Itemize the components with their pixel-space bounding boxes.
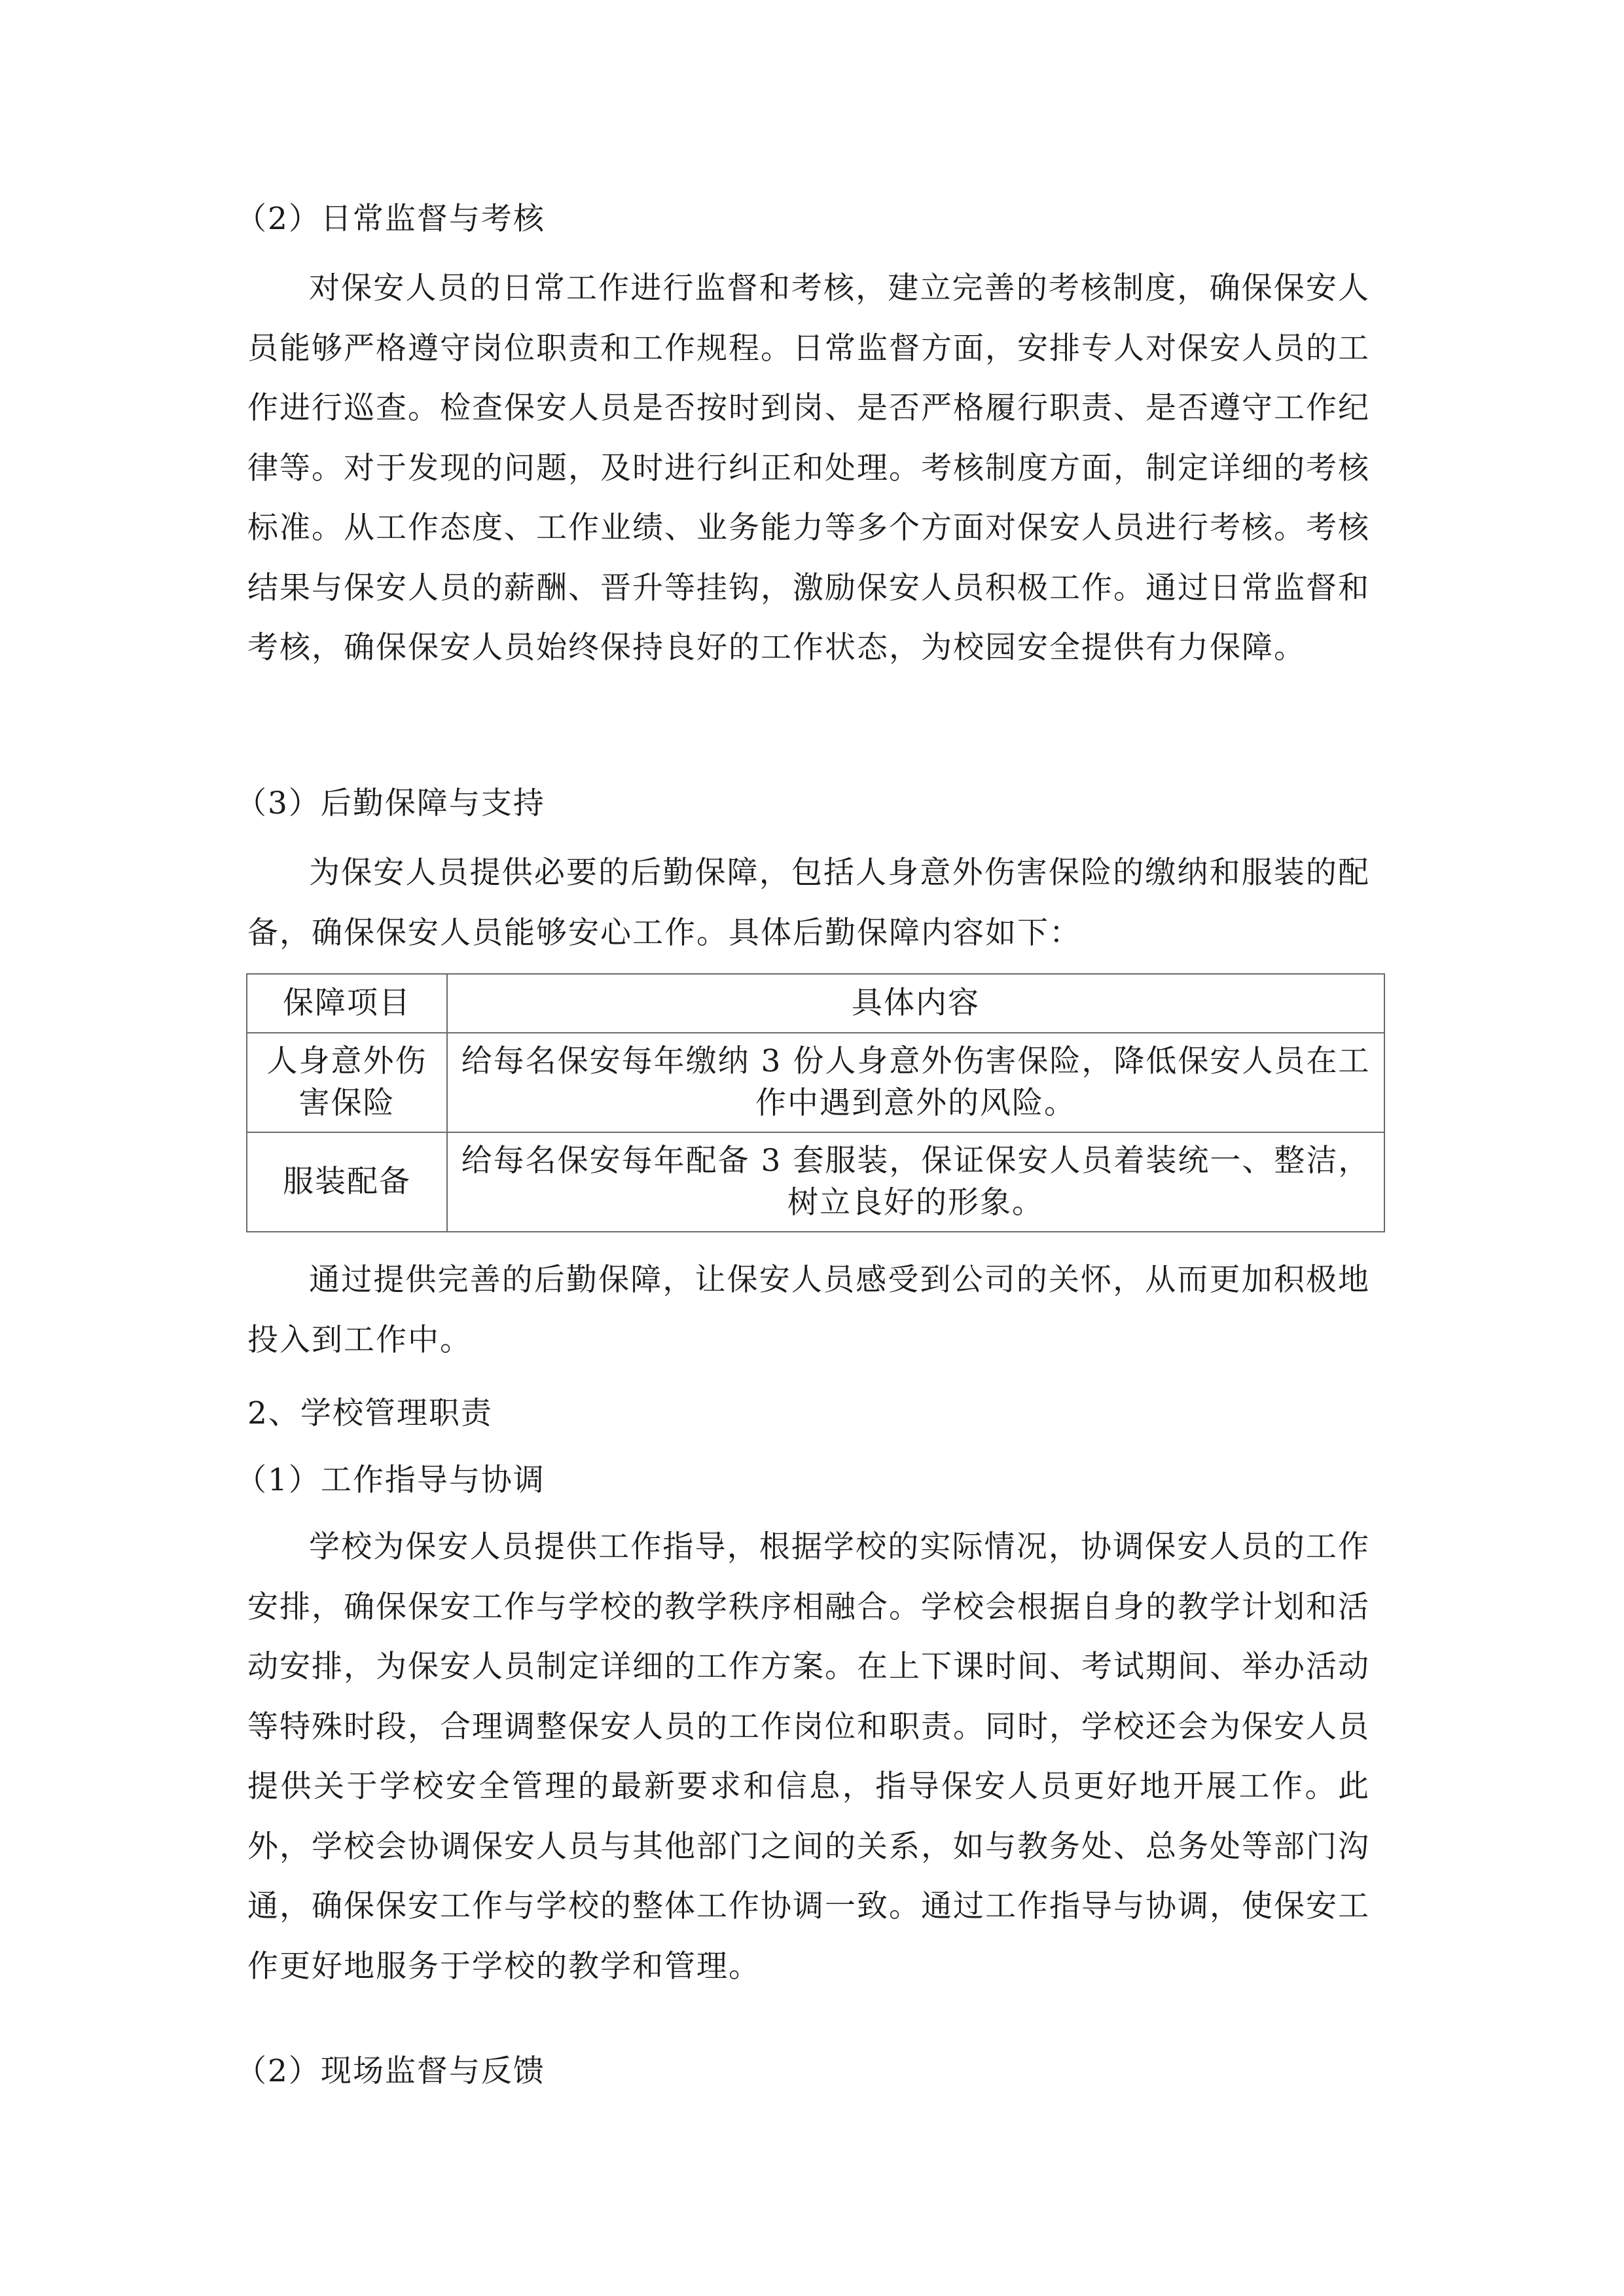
logistics-table [246, 973, 1385, 1232]
table-header-cell: 保障项目 [247, 974, 447, 1033]
table-cell: 给每名保安每年配备 3 套服装，保证保安人员着装统一、整洁，树立良好的形象。 [447, 1132, 1384, 1232]
table-row [247, 1132, 1384, 1232]
heading-guidance: （1）工作指导与协调 [236, 1462, 545, 1498]
table-cell: 人身意外伤害保险 [247, 1033, 447, 1132]
table-header-cell: 具体内容 [447, 974, 1384, 1033]
heading-school-duties: 2、学校管理职责 [247, 1395, 493, 1431]
table-cell: 服装配备 [247, 1132, 447, 1232]
table-header-row [247, 974, 1384, 1033]
paragraph-logistics: 为保安人员提供必要的后勤保障，包括人身意外伤害保险的缴纳和服装的配备，确保保安人员能够安心工作。具体后勤保障内容如下： [247, 855, 1370, 951]
table-row [247, 1033, 1384, 1132]
paragraph-logistics-after: 通过提供完善的后勤保障，让保安人员感受到公司的关怀，从而更加积极地投入到工作中。 [247, 1262, 1370, 1358]
heading-logistics: （3）后勤保障与支持 [236, 785, 545, 821]
heading-onsite-supervision: （2）现场监督与反馈 [236, 2053, 545, 2089]
table-cell: 给每名保安每年缴纳 3 份人身意外伤害保险，降低保安人员在工作中遇到意外的风险。 [447, 1033, 1384, 1132]
paragraph-daily-supervision: 对保安人员的日常工作进行监督和考核，建立完善的考核制度，确保保安人员能够严格遵守岗位职责和工作规程。日常监督方面，安排专人对保安人员的工作进行巡查。检查保安人员是否按时到岗、是否严格履行职责、是否遵守工作纪律等。对于发现的问题，及时进行纠正和处理。考核制度方面，制定详细的考核标准。从工作态度、工作业绩、业务能力等多个方面对保安人员进行考核。考核结果与保安人员的薪酬、晋升等挂钩，激励保安人员积极工作。通过日常监督和考核，确保保安人员始终保持良好的工作状态，为校园安全提供有力保障。 [247, 270, 1370, 666]
paragraph-guidance: 学校为保安人员提供工作指导，根据学校的实际情况，协调保安人员的工作安排，确保保安工作与学校的教学秩序相融合。学校会根据自身的教学计划和活动安排，为保安人员制定详细的工作方案。在上下课时间、考试期间、举办活动等特殊时段，合理调整保安人员的工作岗位和职责。同时，学校还会为保安人员提供关于学校安全管理的最新要求和信息，指导保安人员更好地开展工作。此外，学校会协调保安人员与其他部门之间的关系，如与教务处、总务处等部门沟通，确保保安工作与学校的整体工作协调一致。通过工作指导与协调，使保安工作更好地服务于学校的教学和管理。 [247, 1529, 1370, 1984]
heading-daily-supervision: （2）日常监督与考核 [236, 201, 545, 237]
